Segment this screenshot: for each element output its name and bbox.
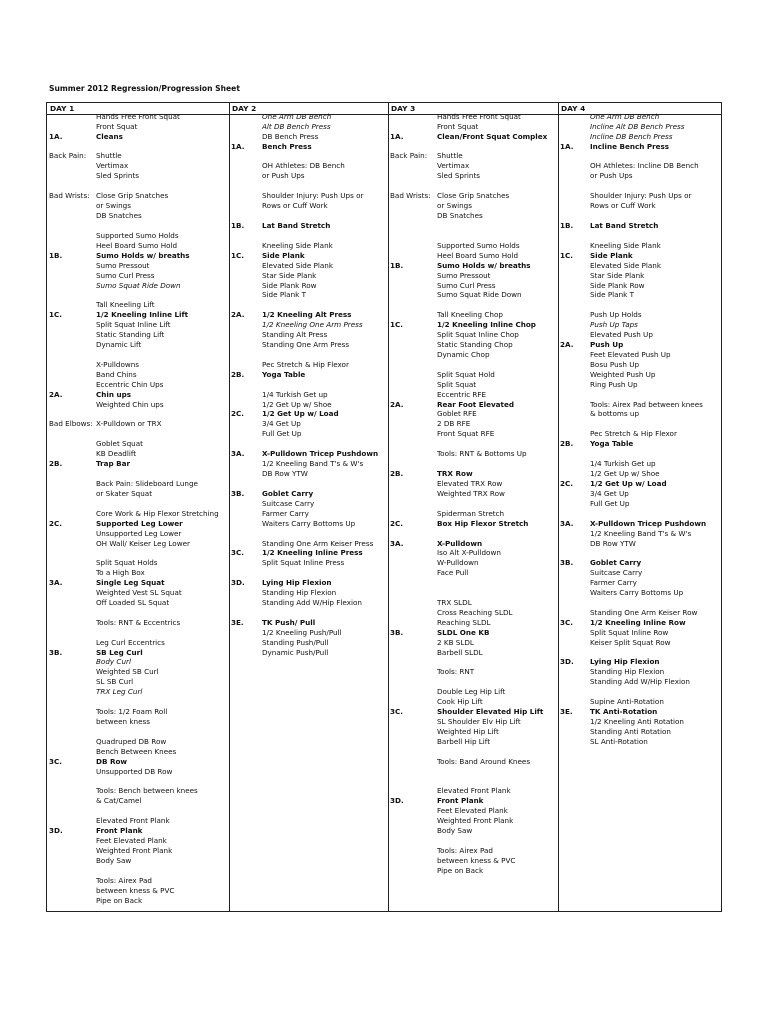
primary-exercise: Bench Press: [262, 142, 312, 151]
primary-exercise: Goblet Carry: [590, 558, 642, 567]
exercise-line: Shuttle: [437, 151, 463, 160]
exercise-line: Leg Curl Eccentrics: [96, 638, 165, 647]
row-label: 1A.: [231, 142, 245, 151]
exercise-line: Split Squat Holds: [96, 558, 158, 567]
exercise-line: Standing Hip Flexion: [262, 588, 337, 597]
exercise-line: Close Grip Snatches: [96, 191, 169, 200]
primary-exercise: Supported Leg Lower: [96, 519, 183, 528]
exercise-line: Side Plank Row: [590, 281, 645, 290]
exercise-line: Sled Sprints: [437, 171, 481, 180]
exercise-line: X-Pulldown or TRX: [96, 419, 162, 428]
exercise-line: Cook Hip Lift: [437, 697, 483, 706]
exercise-line: Quadruped DB Row: [96, 737, 167, 746]
exercise-line: Keiser Split Squat Row: [590, 638, 671, 647]
primary-exercise: 1/2 Kneeling Inline Row: [590, 618, 686, 627]
exercise-line: DB Row YTW: [590, 539, 636, 548]
exercise-line: X-Pulldowns: [96, 360, 140, 369]
exercise-line: To a High Box: [96, 568, 145, 577]
row-label: 2B.: [390, 469, 404, 478]
exercise-line: & bottoms up: [590, 409, 640, 418]
exercise-line: 1/4 Turkish Get up: [262, 390, 328, 399]
exercise-line: Front Squat: [437, 122, 479, 131]
row-label: 2C.: [49, 519, 63, 528]
exercise-line: Shoulder Injury: Push Ups or: [590, 191, 692, 200]
row-label: 3C.: [49, 757, 63, 766]
exercise-line: Vertimax: [437, 161, 470, 170]
exercise-line: Farmer Carry: [590, 578, 637, 587]
exercise-line: or Swings: [96, 201, 131, 210]
primary-exercise: Clean/Front Squat Complex: [437, 132, 548, 141]
sheet-title: Summer 2012 Regression/Progression Sheet: [49, 84, 240, 93]
exercise-line: Suitcase Carry: [262, 499, 315, 508]
exercise-line: Reaching SLDL: [437, 618, 491, 627]
exercise-line: 1/4 Turkish Get up: [590, 459, 656, 468]
row-label: 3A.: [231, 449, 245, 458]
primary-exercise: 1/2 Get Up w/ Load: [590, 479, 667, 488]
exercise-line: Sumo Curl Press: [96, 271, 155, 280]
exercise-line: Sumo Squat Ride Down: [96, 281, 181, 290]
exercise-line: Rows or Cuff Work: [262, 201, 328, 210]
exercise-line: Full Get Up: [262, 429, 302, 438]
exercise-line: or Skater Squat: [96, 489, 153, 498]
exercise-line: Eccentric Chin Ups: [96, 380, 164, 389]
exercise-line: Sumo Pressout: [437, 271, 491, 280]
exercise-line: Double Leg Hip Lift: [437, 687, 506, 696]
exercise-line: Pec Stretch & Hip Flexor: [262, 360, 349, 369]
exercise-line: Static Standing Chop: [437, 340, 513, 349]
row-label: Back Pain:: [49, 151, 87, 160]
exercise-line: between kness & PVC: [437, 856, 516, 865]
exercise-line: DB Snatches: [96, 211, 142, 220]
primary-exercise: Rear Foot Elevated: [437, 400, 514, 409]
exercise-line: Alt DB Bench Press: [262, 122, 331, 131]
exercise-line: Standing Add W/Hip Flexion: [590, 677, 690, 686]
exercise-line: Dynamic Chop: [437, 350, 490, 359]
primary-exercise: X-Pulldown Tricep Pushdown: [262, 449, 379, 458]
primary-exercise: 1/2 Kneeling Inline Lift: [96, 310, 189, 319]
exercise-line: Feet Elevated Plank: [437, 806, 508, 815]
exercise-line: Kneeling Side Plank: [590, 241, 661, 250]
exercise-line: Unsupported Leg Lower: [96, 529, 182, 538]
exercise-line: Tools: Airex Pad: [437, 846, 493, 855]
primary-exercise: Lat Band Stretch: [262, 221, 331, 230]
day-3-header: DAY 3: [391, 104, 416, 113]
row-label: 2B.: [560, 439, 574, 448]
exercise-line: Tools: Airex Pad between knees: [590, 400, 703, 409]
row-label: 1B.: [231, 221, 245, 230]
primary-exercise: Shoulder Elevated Hip Lift: [437, 707, 544, 716]
row-label: 1B.: [560, 221, 574, 230]
exercise-line: Tools: Airex Pad: [96, 876, 152, 885]
row-label: 3C.: [390, 707, 404, 716]
exercise-line: Goblet RFE: [437, 409, 477, 418]
exercise-line: Sumo Squat Ride Down: [437, 290, 522, 299]
row-label: 3E.: [560, 707, 573, 716]
primary-exercise: Yoga Table: [262, 370, 306, 379]
exercise-line: Standing Hip Flexion: [590, 667, 665, 676]
row-label: 1C.: [390, 320, 404, 329]
exercise-line: Sumo Curl Press: [437, 281, 496, 290]
exercise-line: Tools: RNT & Bottoms Up: [437, 449, 527, 458]
exercise-line: Sled Sprints: [96, 171, 140, 180]
exercise-line: Hands Free Front Squat: [96, 112, 180, 121]
exercise-line: Heel Board Sumo Hold: [96, 241, 178, 250]
exercise-line: Front Squat: [96, 122, 138, 131]
exercise-line: Standing Alt Press: [262, 330, 328, 339]
exercise-line: Dynamic Lift: [96, 340, 142, 349]
row-label: 3A.: [390, 539, 404, 548]
exercise-line: Heel Board Sumo Hold: [437, 251, 519, 260]
exercise-line: 1/2 Kneeling One Arm Press: [262, 320, 363, 329]
primary-exercise: TK Push/ Pull: [262, 618, 316, 627]
row-label: 3D.: [49, 826, 63, 835]
exercise-line: Side Plank T: [262, 290, 306, 299]
exercise-line: Incline DB Bench Press: [590, 132, 673, 141]
exercise-line: SL SB Curl: [96, 677, 134, 686]
column-divider: [388, 103, 389, 911]
row-label: Bad Elbows:: [49, 419, 93, 428]
exercise-line: Weighted Push Up: [590, 370, 656, 379]
exercise-line: Vertimax: [96, 161, 129, 170]
exercise-line: Star Side Plank: [590, 271, 645, 280]
exercise-line: DB Snatches: [437, 211, 483, 220]
exercise-line: Tools: Band Around Knees: [437, 757, 531, 766]
exercise-line: Weighted Front Plank: [96, 846, 173, 855]
exercise-line: Standing Push/Pull: [262, 638, 329, 647]
row-label: 1A.: [390, 132, 404, 141]
primary-exercise: X-Pulldown: [437, 539, 483, 548]
exercise-line: Standing Add W/Hip Flexion: [262, 598, 362, 607]
row-label: 1B.: [390, 261, 404, 270]
exercise-line: Split Squat Hold: [437, 370, 495, 379]
exercise-line: 1/2 Kneeling Push/Pull: [262, 628, 342, 637]
exercise-line: 2 DB RFE: [437, 419, 471, 428]
exercise-line: or Swings: [437, 201, 472, 210]
exercise-line: Cross Reaching SLDL: [437, 608, 513, 617]
primary-exercise: Trap Bar: [96, 459, 131, 468]
exercise-line: Body Saw: [437, 826, 473, 835]
row-label: 3B.: [231, 489, 245, 498]
exercise-line: Waiters Carry Bottoms Up: [590, 588, 684, 597]
primary-exercise: Cleans: [96, 132, 123, 141]
row-label: 1C.: [49, 310, 63, 319]
exercise-line: Feet Elevated Push Up: [590, 350, 671, 359]
exercise-line: Shuttle: [96, 151, 122, 160]
exercise-line: 1/2 Kneeling Band T's & W's: [262, 459, 364, 468]
exercise-line: Split Squat: [437, 380, 477, 389]
exercise-line: Elevated Front Plank: [96, 816, 170, 825]
row-label: 2B.: [231, 370, 245, 379]
primary-exercise: Single Leg Squat: [96, 578, 165, 587]
exercise-line: Waiters Carry Bottoms Up: [262, 519, 356, 528]
exercise-line: Bosu Push Up: [590, 360, 640, 369]
primary-exercise: Front Plank: [437, 796, 484, 805]
primary-exercise: Sumo Holds w/ breaths: [96, 251, 190, 260]
exercise-line: TRX SLDL: [437, 598, 472, 607]
day-4-header: DAY 4: [561, 104, 586, 113]
primary-exercise: TK Anti-Rotation: [590, 707, 658, 716]
exercise-line: Elevated Side Plank: [262, 261, 333, 270]
exercise-line: Static Standing Lift: [96, 330, 165, 339]
exercise-line: 3/4 Get Up: [590, 489, 629, 498]
exercise-line: Weighted Front Plank: [437, 816, 514, 825]
exercise-line: & Cat/Camel: [96, 796, 142, 805]
primary-exercise: X-Pulldown Tricep Pushdown: [590, 519, 707, 528]
exercise-line: Pipe on Back: [96, 896, 143, 905]
exercise-line: SL Anti-Rotation: [590, 737, 648, 746]
primary-exercise: Side Plank: [262, 251, 305, 260]
exercise-line: 1/2 Kneeling Anti Rotation: [590, 717, 684, 726]
exercise-line: Band Chins: [96, 370, 137, 379]
exercise-line: Ring Push Up: [590, 380, 638, 389]
primary-exercise: Lat Band Stretch: [590, 221, 659, 230]
row-label: 1C.: [560, 251, 574, 260]
row-label: 3A.: [560, 519, 574, 528]
exercise-line: between kness & PVC: [96, 886, 175, 895]
primary-exercise: Goblet Carry: [262, 489, 314, 498]
exercise-line: Pipe on Back: [437, 866, 484, 875]
exercise-line: Split Squat Inline Row: [590, 628, 669, 637]
exercise-line: 2 KB SLDL: [437, 638, 474, 647]
primary-exercise: SB Leg Curl: [96, 648, 143, 657]
primary-exercise: 1/2 Kneeling Inline Press: [262, 548, 363, 557]
exercise-line: Dynamic Push/Pull: [262, 648, 329, 657]
row-label: 3B.: [560, 558, 574, 567]
row-label: 2C.: [390, 519, 404, 528]
exercise-line: Off Loaded SL Squat: [96, 598, 170, 607]
day-1-header: DAY 1: [50, 104, 75, 113]
row-label: 3A.: [49, 578, 63, 587]
exercise-line: Tools: RNT & Eccentrics: [96, 618, 181, 627]
primary-exercise: 1/2 Kneeling Alt Press: [262, 310, 352, 319]
row-label: 3D.: [560, 657, 574, 666]
primary-exercise: Incline Bench Press: [590, 142, 670, 151]
exercise-line: 1/2 Get Up w/ Shoe: [262, 400, 332, 409]
exercise-line: Standing Anti Rotation: [590, 727, 671, 736]
exercise-line: Push Up Holds: [590, 310, 642, 319]
exercise-line: Weighted Vest SL Squat: [96, 588, 182, 597]
exercise-line: Face Pull: [437, 568, 469, 577]
exercise-line: Barbell Hip Lift: [437, 737, 491, 746]
exercise-line: between kness: [96, 717, 150, 726]
row-label: 3E.: [231, 618, 244, 627]
exercise-line: Feet Elevated Plank: [96, 836, 167, 845]
exercise-line: Front Squat RFE: [437, 429, 495, 438]
primary-exercise: Lying Hip Flexion: [590, 657, 660, 666]
row-label: 3B.: [49, 648, 63, 657]
primary-exercise: Side Plank: [590, 251, 633, 260]
exercise-line: Supported Sumo Holds: [437, 241, 520, 250]
exercise-line: Barbell SLDL: [437, 648, 483, 657]
row-label: 3D.: [231, 578, 245, 587]
row-label: 3B.: [390, 628, 404, 637]
row-label: 2B.: [49, 459, 63, 468]
exercise-line: Incline Alt DB Bench Press: [590, 122, 685, 131]
exercise-line: Weighted Chin ups: [96, 400, 164, 409]
exercise-line: Tools: RNT: [437, 667, 475, 676]
row-label: Bad Wrists:: [49, 191, 90, 200]
exercise-line: Body Saw: [96, 856, 132, 865]
exercise-line: Split Squat Inline Press: [262, 558, 345, 567]
exercise-line: Standing One Arm Press: [262, 340, 350, 349]
exercise-line: W-Pulldown: [437, 558, 479, 567]
exercise-line: Elevated Push Up: [590, 330, 653, 339]
exercise-line: Weighted TRX Row: [437, 489, 505, 498]
row-label: 2C.: [560, 479, 574, 488]
exercise-line: Tools: Bench between knees: [96, 786, 198, 795]
primary-exercise: Sumo Holds w/ breaths: [437, 261, 531, 270]
exercise-line: Rows or Cuff Work: [590, 201, 656, 210]
row-label: 2A.: [390, 400, 404, 409]
exercise-line: Bench Between Knees: [96, 747, 177, 756]
exercise-line: Side Plank T: [590, 290, 634, 299]
primary-exercise: Lying Hip Flexion: [262, 578, 332, 587]
exercise-line: Elevated Side Plank: [590, 261, 661, 270]
exercise-line: Elevated TRX Row: [437, 479, 503, 488]
exercise-line: Weighted Hip Lift: [437, 727, 499, 736]
exercise-line: DB Row YTW: [262, 469, 308, 478]
column-divider: [229, 103, 230, 911]
day-2-header: DAY 2: [232, 104, 257, 113]
exercise-line: Kneeling Side Plank: [262, 241, 333, 250]
exercise-line: Farmer Carry: [262, 509, 309, 518]
primary-exercise: Yoga Table: [590, 439, 634, 448]
primary-exercise: Front Plank: [96, 826, 143, 835]
exercise-line: Split Squat Inline Chop: [437, 330, 519, 339]
exercise-line: OH Wall/ Keiser Leg Lower: [96, 539, 190, 548]
exercise-line: Iso Alt X-Pulldown: [437, 548, 501, 557]
column-divider: [558, 103, 559, 911]
exercise-line: Shoulder Injury: Push Ups or: [262, 191, 364, 200]
row-label: 3C.: [231, 548, 245, 557]
exercise-line: Standing One Arm Keiser Row: [590, 608, 698, 617]
exercise-line: Body Curl: [96, 657, 131, 666]
exercise-line: or Push Ups: [590, 171, 633, 180]
exercise-line: One Arm DB Bench: [262, 112, 332, 121]
primary-exercise: 1/2 Get Up w/ Load: [262, 409, 339, 418]
exercise-line: Star Side Plank: [262, 271, 317, 280]
exercise-line: Push Up Taps: [590, 320, 638, 329]
exercise-line: Suitcase Carry: [590, 568, 643, 577]
row-label: 2A.: [49, 390, 63, 399]
row-label: 1A.: [560, 142, 574, 151]
exercise-line: Weighted SB Curl: [96, 667, 159, 676]
exercise-line: Tools: 1/2 Foam Roll: [96, 707, 168, 716]
row-label: 1B.: [49, 251, 63, 260]
exercise-line: Core Work & Hip Flexor Stretching: [96, 509, 219, 518]
exercise-line: or Push Ups: [262, 171, 305, 180]
exercise-line: Close Grip Snatches: [437, 191, 510, 200]
exercise-line: Eccentric RFE: [437, 390, 487, 399]
exercise-line: Pec Stretch & Hip Flexor: [590, 429, 677, 438]
exercise-line: Goblet Squat: [96, 439, 143, 448]
row-label: 1C.: [231, 251, 245, 260]
exercise-line: TRX Leg Curl: [96, 687, 143, 696]
row-label: 2C.: [231, 409, 245, 418]
exercise-line: 1/2 Kneeling Band T's & W's: [590, 529, 692, 538]
row-label: 2A.: [231, 310, 245, 319]
exercise-line: DB Bench Press: [262, 132, 319, 141]
exercise-line: 1/2 Get Up w/ Shoe: [590, 469, 660, 478]
exercise-line: KB Deadlift: [96, 449, 137, 458]
primary-exercise: DB Row: [96, 757, 128, 766]
exercise-line: Supine Anti-Rotation: [590, 697, 664, 706]
exercise-line: Elevated Front Plank: [437, 786, 511, 795]
exercise-line: Tall Kneeling Lift: [96, 300, 155, 309]
row-label: Bad Wrists:: [390, 191, 431, 200]
exercise-line: Sumo Pressout: [96, 261, 150, 270]
primary-exercise: SLDL One KB: [437, 628, 490, 637]
exercise-line: OH Athletes: Incline DB Bench: [590, 161, 699, 170]
exercise-line: Hands Free Front Squat: [437, 112, 521, 121]
exercise-line: One Arm DB Bench: [590, 112, 660, 121]
row-label: Back Pain:: [390, 151, 428, 160]
primary-exercise: TRX Row: [437, 469, 473, 478]
primary-exercise: Chin ups: [96, 390, 132, 399]
exercise-line: 3/4 Get Up: [262, 419, 301, 428]
exercise-line: Standing One Arm Keiser Press: [262, 539, 374, 548]
primary-exercise: Push Up: [590, 340, 624, 349]
row-label: 2A.: [560, 340, 574, 349]
exercise-line: Full Get Up: [590, 499, 630, 508]
exercise-line: Side Plank Row: [262, 281, 317, 290]
exercise-line: Split Squat Inline Lift: [96, 320, 171, 329]
primary-exercise: 1/2 Kneeling Inline Chop: [437, 320, 536, 329]
exercise-line: Supported Sumo Holds: [96, 231, 179, 240]
row-label: 1A.: [49, 132, 63, 141]
primary-exercise: Box Hip Flexor Stretch: [437, 519, 529, 528]
exercise-line: Tall Kneeling Chop: [437, 310, 503, 319]
row-label: 3D.: [390, 796, 404, 805]
exercise-line: Back Pain: Slideboard Lunge: [96, 479, 198, 488]
exercise-line: Spiderman Stretch: [437, 509, 505, 518]
exercise-line: OH Athletes: DB Bench: [262, 161, 345, 170]
exercise-line: Unsupported DB Row: [96, 767, 173, 776]
exercise-line: SL Shoulder Elv Hip Lift: [437, 717, 521, 726]
row-label: 3C.: [560, 618, 574, 627]
